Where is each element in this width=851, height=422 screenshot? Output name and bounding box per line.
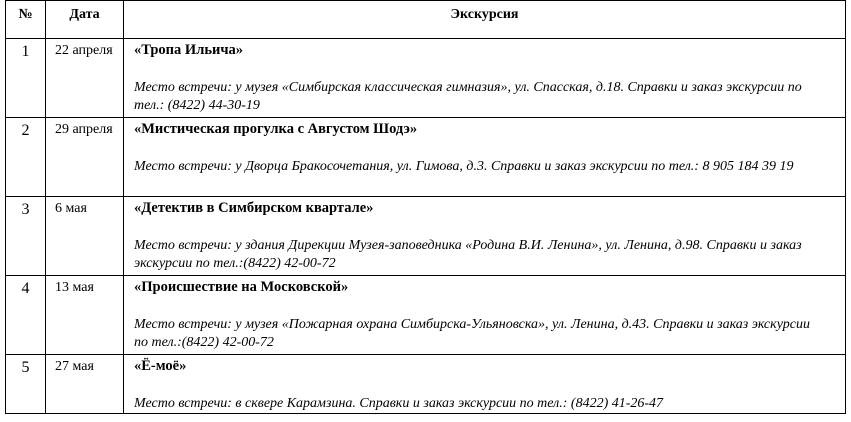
- row-date: 27 мая: [46, 355, 124, 414]
- excursion-title: «Тропа Ильича»: [134, 42, 244, 58]
- excursion-table: [5, 0, 846, 414]
- row-number: 2: [6, 118, 46, 197]
- excursion-title: «Происшествие на Московской»: [134, 279, 349, 295]
- row-number: 4: [6, 276, 46, 355]
- excursion-details: Место встречи: у музея «Симбирская классическая гимназия», ул. Спасская, д.18. Справки и заказ экскурсии по тел.: (8422) 44-30-19: [134, 80, 802, 113]
- table-row: [6, 118, 846, 197]
- table-row: [6, 355, 846, 414]
- row-date: 29 апреля: [46, 118, 124, 197]
- row-number: 3: [6, 197, 46, 276]
- excursion-title: «Ё-моё»: [134, 358, 187, 374]
- table-row: [6, 276, 846, 355]
- row-excursion: [124, 118, 846, 197]
- excursion-details: Место встречи: в сквере Карамзина. Справки и заказ экскурсии по тел.: (8422) 41-26-47: [134, 396, 664, 411]
- header-excursion: Экскурсия: [124, 1, 846, 39]
- row-number: 1: [6, 39, 46, 118]
- row-date: 22 апреля: [46, 39, 124, 118]
- header-number: №: [6, 1, 46, 39]
- row-date: 6 мая: [46, 197, 124, 276]
- table-row: [6, 39, 846, 118]
- header-date: Дата: [46, 1, 124, 39]
- excursion-title: «Детектив в Симбирском квартале»: [134, 200, 374, 216]
- row-excursion: [124, 276, 846, 355]
- table-header-row: [6, 1, 846, 39]
- excursion-details: Место встречи: у музея «Пожарная охрана Симбирска-Ульяновска», ул. Ленина, д.43. Справки и заказ экскурсии по тел.:(8422) 42-00-72: [134, 317, 810, 350]
- row-date: 13 мая: [46, 276, 124, 355]
- row-excursion: [124, 39, 846, 118]
- table-row: [6, 197, 846, 276]
- row-excursion: [124, 197, 846, 276]
- excursion-details: Место встречи: у Дворца Бракосочетания, ул. Гимова, д.3. Справки и заказ экскурсии по тел.: 8 905 184 39 19: [134, 159, 794, 174]
- excursion-title: «Мистическая прогулка с Августом Шодэ»: [134, 121, 418, 137]
- excursion-details: Место встречи: у здания Дирекции Музея-заповедника «Родина В.И. Ленина», ул. Ленина, д.98. Справки и заказ экскурсии по тел.:(8422) 42-00-72: [134, 238, 802, 271]
- row-excursion: [124, 355, 846, 414]
- row-number: 5: [6, 355, 46, 414]
